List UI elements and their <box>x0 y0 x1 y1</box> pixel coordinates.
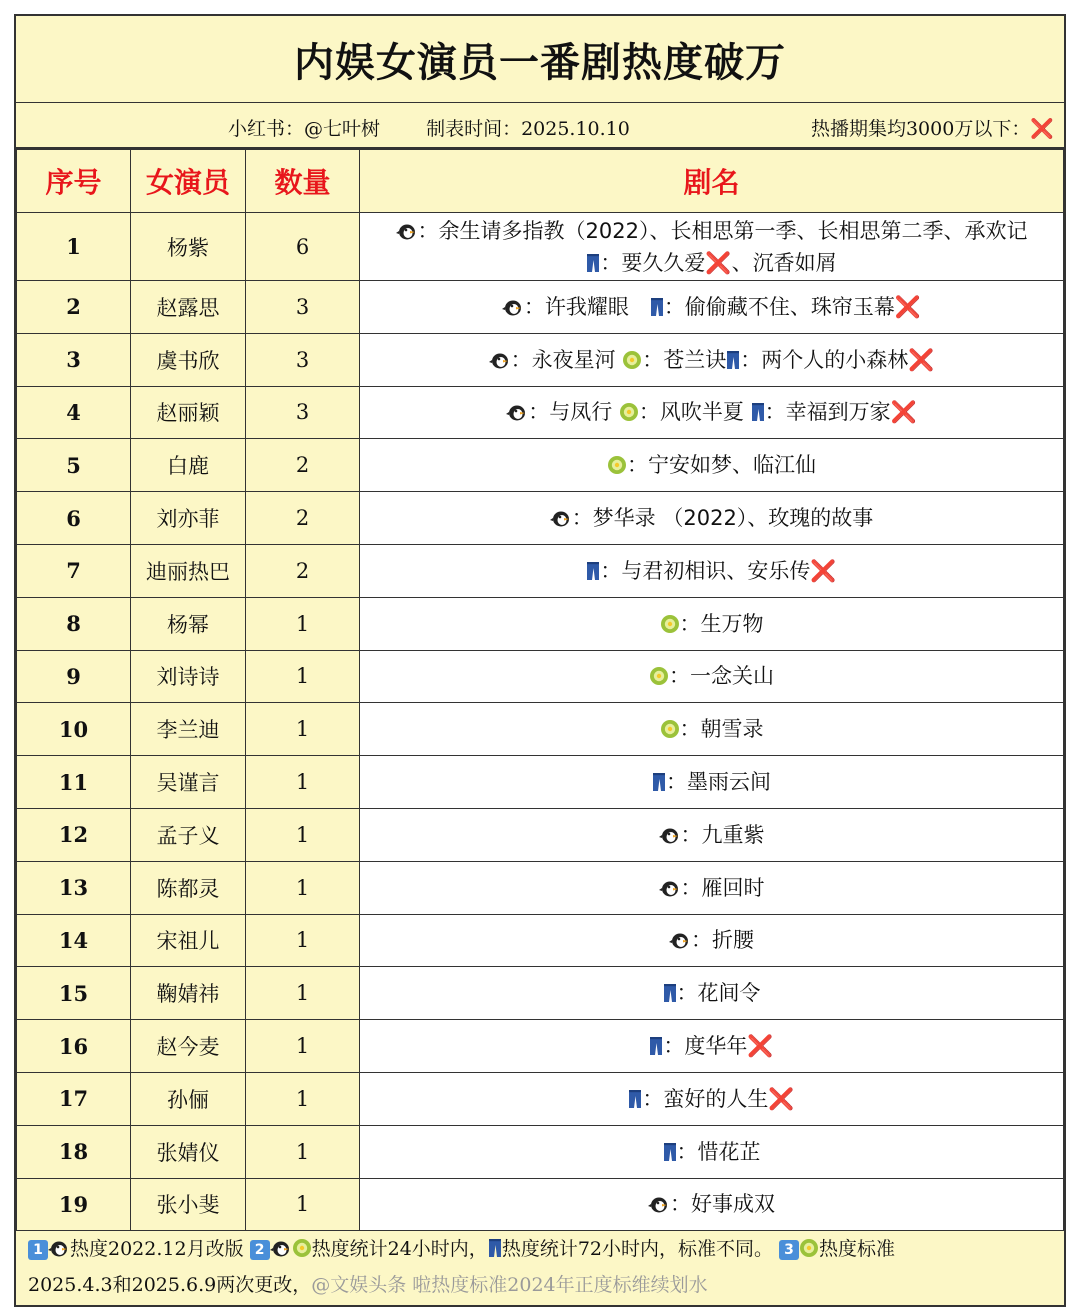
table-row <box>17 967 1064 1020</box>
table-row <box>17 544 1064 597</box>
count-cell: 2 <box>246 544 360 597</box>
rank-cell: 19 <box>17 1178 131 1231</box>
drama-titles: ：偷偷藏不住、珠帘玉幕 <box>663 294 895 319</box>
drama-titles: ：花间令 <box>676 981 761 1006</box>
penguin-icon <box>270 1231 292 1267</box>
footer-notes <box>16 1231 1064 1305</box>
rank-cell: 2 <box>17 281 131 334</box>
drama-list-cell <box>360 1125 1064 1178</box>
count-cell: 3 <box>246 281 360 334</box>
note-label: 热播期集均3000万以下： <box>810 118 1031 140</box>
count-cell: 6 <box>246 213 360 281</box>
footer-note-2: 热度统计24小时内， <box>311 1238 488 1261</box>
penguin-icon <box>396 215 418 247</box>
rank-cell: 6 <box>17 492 131 545</box>
drama-titles: ：永夜星河 <box>510 347 623 372</box>
penguin-icon <box>502 291 524 323</box>
count-cell: 1 <box>246 861 360 914</box>
table-row <box>17 492 1064 545</box>
rank-cell: 5 <box>17 439 131 492</box>
count-cell: 1 <box>246 967 360 1020</box>
jeans-icon <box>663 1136 677 1168</box>
cross-mark-icon: ❌ <box>1030 118 1054 140</box>
drama-titles: ：要久久爱 <box>600 250 706 275</box>
table-row <box>17 281 1064 334</box>
actress-name-cell: 张婧仪 <box>131 1125 246 1178</box>
table-row <box>17 914 1064 967</box>
penguin-icon <box>550 502 572 534</box>
rank-cell: 18 <box>17 1125 131 1178</box>
cross-mark-icon: ❌ <box>810 558 837 583</box>
number-badge: 3 <box>779 1240 799 1260</box>
drama-titles: ：风吹半夏 <box>638 400 751 425</box>
rank-cell: 1 <box>17 213 131 281</box>
count-cell: 1 <box>246 1125 360 1178</box>
drama-titles: ：好事成双 <box>670 1192 775 1217</box>
actress-name-cell: 张小斐 <box>131 1178 246 1231</box>
count-cell: 1 <box>246 914 360 967</box>
table-row <box>17 1178 1064 1231</box>
actress-name-cell: 鞠婧祎 <box>131 967 246 1020</box>
drama-titles: ：宁安如梦、临江仙 <box>627 453 816 478</box>
drama-list-cell <box>360 861 1064 914</box>
penguin-icon <box>48 1231 70 1267</box>
drama-titles: ：余生请多指教（2022）、长相思第一季、长相思第二季、承欢记 <box>417 218 1028 243</box>
table-row <box>17 333 1064 386</box>
footer-line-2 <box>28 1267 1052 1303</box>
penguin-icon <box>506 396 528 428</box>
drama-titles: ：惜花芷 <box>676 1139 761 1164</box>
jeans-icon <box>628 1083 642 1115</box>
jeans-icon <box>649 1030 663 1062</box>
penguin-icon <box>648 1188 670 1220</box>
drama-list-cell <box>360 333 1064 386</box>
cross-mark-icon: ❌ <box>894 294 922 319</box>
drama-list-cell <box>360 386 1064 439</box>
actress-name-cell: 杨幂 <box>131 597 246 650</box>
table-row <box>17 1072 1064 1125</box>
penguin-icon <box>659 872 681 904</box>
table-row <box>17 703 1064 756</box>
footer-note-3: 热度统计72小时内，标准不同。 <box>501 1238 773 1261</box>
actress-name-cell: 虞书欣 <box>131 333 246 386</box>
cross-mark-icon: ❌ <box>890 400 917 425</box>
cross-mark-icon: ❌ <box>705 250 732 275</box>
jeans-icon <box>726 344 740 376</box>
jeans-icon <box>650 291 664 323</box>
number-badge: 1 <box>28 1240 48 1260</box>
rank-cell: 10 <box>17 703 131 756</box>
jeans-icon <box>652 766 666 798</box>
rank-cell: 9 <box>17 650 131 703</box>
count-cell: 1 <box>246 808 360 861</box>
jeans-icon <box>488 1231 502 1267</box>
count-cell: 1 <box>246 1178 360 1231</box>
source-label: 小红书：@七叶树 <box>228 118 381 140</box>
count-cell: 1 <box>246 1072 360 1125</box>
count-cell: 1 <box>246 756 360 809</box>
drama-list-cell <box>360 597 1064 650</box>
rank-cell: 4 <box>17 386 131 439</box>
ranking-sheet <box>14 14 1066 1307</box>
jeans-icon <box>751 396 765 428</box>
header-count: 数量 <box>246 150 360 213</box>
ranking-table <box>16 149 1064 1231</box>
drama-list-cell <box>360 914 1064 967</box>
drama-list-cell <box>360 213 1064 281</box>
actress-name-cell: 白鹿 <box>131 439 246 492</box>
drama-titles: ：幸福到万家 <box>764 400 891 425</box>
jeans-icon <box>663 977 677 1009</box>
drama-titles: ：苍兰诀 <box>642 347 727 372</box>
rank-cell: 15 <box>17 967 131 1020</box>
header-drama: 剧名 <box>360 150 1064 213</box>
drama-list-cell <box>360 281 1064 334</box>
rank-cell: 3 <box>17 333 131 386</box>
mango-icon <box>292 1231 312 1267</box>
penguin-icon <box>489 344 511 376</box>
drama-list-cell <box>360 967 1064 1020</box>
footer-note-5: 2025.4.3和2025.6.9两次更改， <box>28 1274 312 1297</box>
footer-note-1: 热度2022.12月改版 <box>70 1238 244 1261</box>
mango-icon <box>649 660 669 692</box>
drama-titles: ：雁回时 <box>680 875 765 900</box>
rank-cell: 12 <box>17 808 131 861</box>
info-left <box>228 114 670 141</box>
count-cell: 3 <box>246 333 360 386</box>
actress-name-cell: 陈都灵 <box>131 861 246 914</box>
table-row <box>17 650 1064 703</box>
actress-name-cell: 赵露思 <box>131 281 246 334</box>
count-cell: 1 <box>246 703 360 756</box>
table-row <box>17 756 1064 809</box>
rank-cell: 11 <box>17 756 131 809</box>
header-index: 序号 <box>17 150 131 213</box>
drama-titles: ：生万物 <box>679 611 764 636</box>
drama-list-cell <box>360 544 1064 597</box>
drama-list-cell <box>360 1178 1064 1231</box>
drama-list-cell <box>360 492 1064 545</box>
actress-name-cell: 刘亦菲 <box>131 492 246 545</box>
mango-icon <box>622 344 642 376</box>
number-badge: 2 <box>250 1240 270 1260</box>
drama-titles: ：与君初相识、安乐传 <box>600 558 811 583</box>
drama-list-cell <box>360 650 1064 703</box>
footer-line-1 <box>28 1231 1052 1267</box>
table-row <box>17 1020 1064 1073</box>
drama-titles: ：许我耀眼 <box>523 294 650 319</box>
page-title: 内娱女演员一番剧热度破万 <box>16 16 1064 103</box>
footer-note-4: 热度标准 <box>819 1238 896 1261</box>
drama-titles: ：墨雨云间 <box>666 770 771 795</box>
actress-name-cell: 吴谨言 <box>131 756 246 809</box>
mango-icon <box>607 449 627 481</box>
actress-name-cell: 刘诗诗 <box>131 650 246 703</box>
drama-list-cell <box>360 1020 1064 1073</box>
table-header-row <box>17 150 1064 213</box>
actress-name-cell: 孟子义 <box>131 808 246 861</box>
actress-name-cell: 李兰迪 <box>131 703 246 756</box>
info-row <box>16 103 1064 149</box>
watermark: @文娱头条 啦热度标准2024年正度标维续划水 <box>311 1274 708 1297</box>
actress-name-cell: 孙俪 <box>131 1072 246 1125</box>
drama-list-cell <box>360 439 1064 492</box>
drama-titles: ：一念关山 <box>669 664 774 689</box>
actress-name-cell: 宋祖儿 <box>131 914 246 967</box>
actress-name-cell: 赵今麦 <box>131 1020 246 1073</box>
cross-mark-icon: ❌ <box>747 1034 774 1059</box>
drama-list-cell <box>360 756 1064 809</box>
drama-titles: ：与凤行 <box>528 400 619 425</box>
penguin-icon <box>669 924 691 956</box>
drama-titles: ：梦华录 （2022）、玫瑰的故事 <box>571 506 874 531</box>
rank-cell: 13 <box>17 861 131 914</box>
rank-cell: 7 <box>17 544 131 597</box>
actress-name-cell: 杨紫 <box>131 213 246 281</box>
drama-titles: ：九重紫 <box>680 822 765 847</box>
count-cell: 1 <box>246 1020 360 1073</box>
mango-icon <box>799 1231 819 1267</box>
drama-titles: ：蛮好的人生 <box>642 1086 769 1111</box>
mango-icon <box>660 608 680 640</box>
rank-cell: 16 <box>17 1020 131 1073</box>
mango-icon <box>660 713 680 745</box>
drama-titles: ：折腰 <box>691 928 754 953</box>
drama-list-cell <box>360 808 1064 861</box>
penguin-icon <box>659 819 681 851</box>
table-row <box>17 808 1064 861</box>
count-cell: 1 <box>246 650 360 703</box>
date-label: 制表时间：2025.10.10 <box>426 118 630 140</box>
drama-list-cell <box>360 703 1064 756</box>
cross-mark-icon: ❌ <box>908 347 935 372</box>
table-row <box>17 439 1064 492</box>
cross-mark-icon: ❌ <box>768 1086 795 1111</box>
drama-titles: ：度华年 <box>663 1034 748 1059</box>
table-row <box>17 213 1064 281</box>
jeans-icon <box>586 555 600 587</box>
table-row <box>17 861 1064 914</box>
drama-titles: ：两个人的小森林 <box>740 347 909 372</box>
drama-titles: 、沉香如屑 <box>731 250 837 275</box>
info-right <box>811 114 1054 141</box>
count-cell: 1 <box>246 597 360 650</box>
table-row <box>17 597 1064 650</box>
count-cell: 2 <box>246 492 360 545</box>
drama-titles: ：朝雪录 <box>679 717 764 742</box>
rank-cell: 17 <box>17 1072 131 1125</box>
count-cell: 2 <box>246 439 360 492</box>
drama-list-cell <box>360 1072 1064 1125</box>
actress-name-cell: 赵丽颖 <box>131 386 246 439</box>
count-cell: 3 <box>246 386 360 439</box>
jeans-icon <box>586 247 600 279</box>
header-actress: 女演员 <box>131 150 246 213</box>
actress-name-cell: 迪丽热巴 <box>131 544 246 597</box>
table-row <box>17 1125 1064 1178</box>
rank-cell: 8 <box>17 597 131 650</box>
mango-icon <box>619 396 639 428</box>
rank-cell: 14 <box>17 914 131 967</box>
table-row <box>17 386 1064 439</box>
table-body <box>17 213 1064 1231</box>
